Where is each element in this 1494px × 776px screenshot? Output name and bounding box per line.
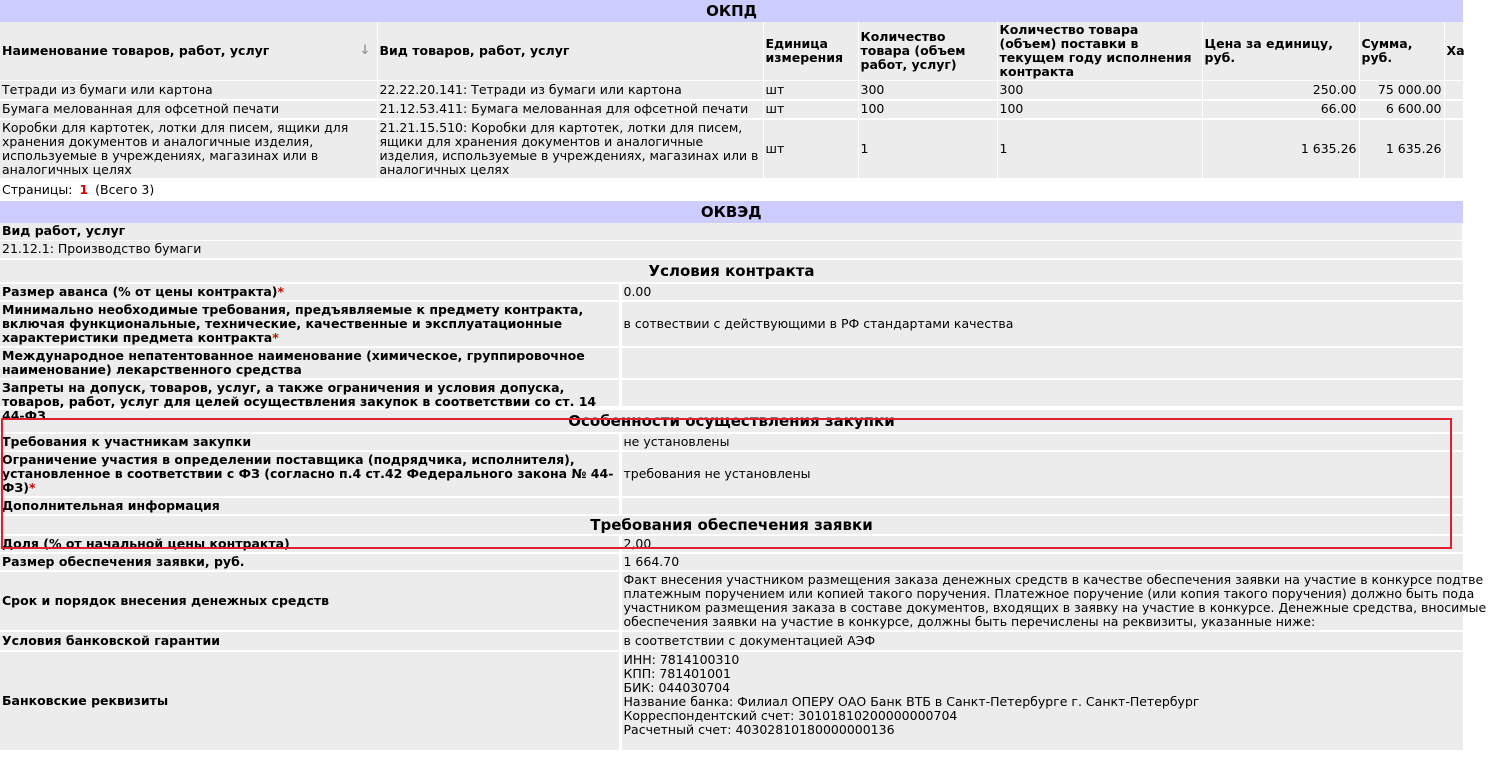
cell-unit: шт — [763, 119, 858, 179]
okpd-table — [0, 0, 1464, 201]
col-header-price: Цена за единицу, руб. — [1202, 22, 1359, 81]
extra-info-label: Дополнительная информация — [0, 497, 620, 515]
cell-price: 1 635.26 — [1202, 119, 1359, 179]
cell-name: Бумага мелованная для офсетной печати — [0, 100, 377, 119]
cell-quantity-year: 300 — [997, 81, 1202, 100]
bank-guarantee-value: в соответствии с документацией АЭФ — [620, 631, 1463, 651]
participant-req-value: не установлены — [620, 433, 1463, 451]
cell-quantity-year: 100 — [997, 100, 1202, 119]
cell-extra — [1444, 100, 1463, 119]
bank-guarantee-label: Условия банковской гарантии — [0, 631, 620, 651]
cell-sum: 75 000.00 — [1359, 81, 1444, 100]
cell-price: 250.00 — [1202, 81, 1359, 100]
bank-line-inn: ИНН: 7814100310 — [623, 651, 740, 667]
cell-price: 66.00 — [1202, 100, 1359, 119]
advance-label: Размер аванса (% от цены контракта)* — [0, 283, 620, 301]
share-label: Доля (% от начальной цены контракта) — [0, 535, 620, 553]
page-link-current[interactable]: 1 — [79, 182, 89, 197]
inn-drug-label: Международное непатентованное наименование (химическое, группировочное наименование) лекарственного средства — [0, 347, 620, 379]
bank-line-bik: БИК: 044030704 — [623, 679, 731, 695]
cell-quantity: 100 — [858, 100, 997, 119]
table-row — [0, 100, 1463, 119]
table-row — [0, 119, 1463, 179]
pagination — [0, 179, 1463, 201]
required-mark: * — [277, 283, 285, 299]
bank-details-label: Банковские реквизиты — [0, 651, 620, 751]
cell-extra — [1444, 81, 1463, 100]
sort-arrow-down-icon[interactable]: ↓ — [359, 43, 371, 58]
cell-unit: шт — [763, 81, 858, 100]
cell-kind: 22.22.20.141: Тетради из бумаги или картона — [377, 81, 763, 100]
bank-details-value — [620, 651, 1463, 751]
cell-name: Тетради из бумаги или картона — [0, 81, 377, 100]
col-header-sum: Сумма, руб. — [1359, 22, 1444, 81]
deposit-terms-label: Срок и порядок внесения денежных средств — [0, 571, 620, 631]
bans-label: Запреты на допуск, товаров, услуг, а также ограничения и условия допуска, товаров, работ, услуг для целей осуществления закупок в соответствии со ст. 14 44-ФЗ — [0, 379, 620, 407]
cell-quantity: 1 — [858, 119, 997, 179]
col-header-extra: Ха — [1444, 22, 1463, 81]
pagination-total: (Всего 3) — [95, 182, 155, 197]
table-row — [0, 81, 1463, 100]
okved-header: Вид работ, услуг — [0, 223, 1463, 241]
okved-value: 21.12.1: Производство бумаги — [0, 241, 1463, 259]
bank-line-corr: Корреспондентский счет: 30101810200000000704 — [623, 707, 958, 723]
cell-quantity: 300 — [858, 81, 997, 100]
bank-line-account: Расчетный счет: 40302810180000000136 — [623, 721, 895, 737]
inn-drug-value — [620, 347, 1463, 379]
okved-table — [0, 201, 1463, 260]
col-header-unit: Единица измерения — [763, 22, 858, 81]
col-header-quantity-year: Количество товара (объем) поставки в текущем году исполнения контракта — [997, 22, 1202, 81]
advance-value: 0.00 — [620, 283, 1463, 301]
bank-line-kpp: КПП: 781401001 — [623, 665, 731, 681]
bans-value — [620, 379, 1463, 407]
participation-limit-value: требования не установлены — [620, 451, 1463, 497]
participation-limit-label: Ограничение участия в определении поставщика (подрядчика, исполнителя), установленное в соответствии с ФЗ (согласно п.4 ст.42 Федерального закона № 44-ФЗ)* — [0, 451, 620, 497]
cell-kind: 21.12.53.411: Бумага мелованная для офсетной печати — [377, 100, 763, 119]
col-header-name[interactable]: Наименование товаров, работ, услуг ↓ — [0, 22, 377, 81]
security-table — [0, 515, 1487, 752]
requirements-label: Минимально необходимые требования, предъявляемые к предмету контракта, включая функциональные, технические, качественные и эксплуатационные характеристики предмета контракта* — [0, 301, 620, 347]
cell-kind: 21.21.15.510: Коробки для картотек, лотки для писем, ящики для хранения документов и аналогичные изделия, используемые в учреждениях, магазинах или в аналогичных целях — [377, 119, 763, 179]
security-section-title: Требования обеспечения заявки — [0, 516, 1463, 535]
features-section-title: Особенности осуществления закупки — [0, 410, 1463, 433]
share-value: 2,00 — [620, 535, 1463, 553]
security-amount-label: Размер обеспечения заявки, руб. — [0, 553, 620, 571]
extra-info-value — [620, 497, 1463, 515]
pagination-label: Страницы: — [2, 182, 73, 197]
cell-name: Коробки для картотек, лотки для писем, ящики для хранения документов и аналогичные изделия, используемые в учреждениях, магазинах или в аналогичных целях — [0, 119, 377, 179]
participant-req-label: Требования к участникам закупки — [0, 433, 620, 451]
security-amount-value: 1 664.70 — [620, 553, 1463, 571]
contract-section-title: Условия контракта — [0, 260, 1463, 283]
okved-section-title: ОКВЭД — [0, 201, 1463, 223]
deposit-terms-value: Факт внесения участником размещения заказа денежных средств в качестве обеспечения заявки на участие в конкурсе подтве платежным поручением или копией такого поручения. Платежное поручение (или копия такого поручения) должно быть пода участником размещения заказа в составе документов, входящих в заявку на участие в конкурсе. Денежные средства, вносимые обеспечения заявки на участие в конкурсе, должны быть перечислены на реквизиты, указанные ниже: — [620, 571, 1463, 631]
cell-extra — [1444, 119, 1463, 179]
col-header-kind: Вид товаров, работ, услуг — [377, 22, 763, 81]
features-table — [0, 410, 1463, 516]
required-mark: * — [29, 479, 36, 495]
okpd-section-title: ОКПД — [0, 0, 1463, 22]
cell-sum: 1 635.26 — [1359, 119, 1444, 179]
cell-quantity-year: 1 — [997, 119, 1202, 179]
bank-line-name: Название банка: Филиал ОПЕРУ ОАО Банк ВТБ в Санкт-Петербурге г. Санкт-Петербург — [623, 693, 1200, 709]
cell-sum: 6 600.00 — [1359, 100, 1444, 119]
col-header-quantity: Количество товара (объем работ, услуг) — [858, 22, 997, 81]
cell-unit: шт — [763, 100, 858, 119]
required-mark: * — [272, 329, 279, 345]
requirements-value: в сотвествии с действующими в РФ стандартами качества — [620, 301, 1463, 347]
